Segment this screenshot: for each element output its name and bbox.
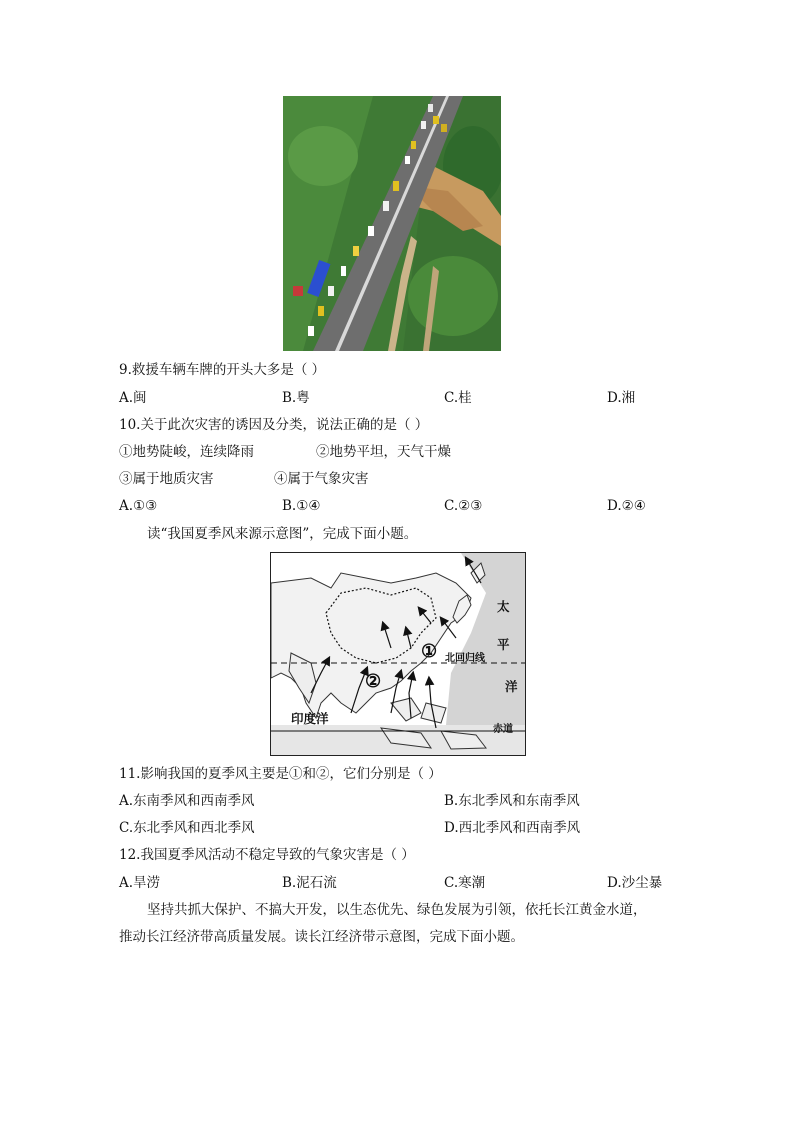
- map-label-pacific-3: 洋: [505, 679, 518, 694]
- q10-item-1: ①地势陡峻，连续降雨: [119, 444, 254, 460]
- q9-option-c: C.桂: [444, 390, 472, 406]
- question-12-stem: 12.我国夏季风活动不稳定导致的气象灾害是（ ）: [119, 847, 415, 863]
- q9-option-d: D.湘: [607, 390, 636, 406]
- yangtze-intro-line-1: 坚持共抓大保护、不搞大开发，以生态优先、绿色发展为引领，依托长江黄金水道，: [147, 902, 647, 918]
- question-11-stem: 11.影响我国的夏季风主要是①和②，它们分别是（ ）: [119, 766, 442, 782]
- q10-item-2: ②地势平坦，天气干燥: [316, 444, 451, 460]
- q12-option-d: D.沙尘暴: [607, 875, 663, 891]
- question-10-stem: 10.关于此次灾害的诱因及分类，说法正确的是（ ）: [119, 417, 429, 433]
- q12-option-c: C.寒潮: [444, 875, 486, 891]
- q10-option-d: D.②④: [607, 498, 646, 514]
- landslide-aerial-photo: [283, 96, 501, 351]
- q10-option-b: B.①④: [282, 498, 321, 514]
- summer-monsoon-map: [270, 552, 526, 756]
- q10-option-a: A.①③: [119, 498, 158, 514]
- q10-item-3: ③属于地质灾害: [119, 471, 214, 487]
- q11-option-d: D.西北季风和西南季风: [444, 820, 581, 836]
- map-label-tropic: 北回归线: [445, 653, 485, 664]
- map-intro: 读“我国夏季风来源示意图”，完成下面小题。: [147, 526, 418, 542]
- q12-option-b: B.泥石流: [282, 875, 337, 891]
- q11-option-a: A.东南季风和西南季风: [119, 793, 255, 809]
- yangtze-intro-line-2: 推动长江经济带高质量发展。读长江经济带示意图，完成下面小题。: [119, 929, 524, 945]
- map-label-indian-ocean: 印度洋: [291, 711, 329, 726]
- map-marker-2: ②: [365, 671, 382, 692]
- q10-item-4: ④属于气象灾害: [274, 471, 369, 487]
- map-marker-1: ①: [421, 641, 438, 662]
- q12-option-a: A.旱涝: [119, 875, 161, 891]
- q11-option-c: C.东北季风和西北季风: [119, 820, 255, 836]
- q9-option-a: A.闽: [119, 390, 147, 406]
- question-9-stem: 9.救援车辆车牌的开头大多是（ ）: [119, 362, 326, 378]
- q9-option-b: B.粤: [282, 390, 310, 406]
- q11-option-b: B.东北季风和东南季风: [444, 793, 580, 809]
- map-label-pacific-1: 太: [497, 599, 510, 614]
- map-label-pacific-2: 平: [497, 637, 510, 652]
- q10-option-c: C.②③: [444, 498, 483, 514]
- map-label-equator: 赤道: [493, 724, 513, 735]
